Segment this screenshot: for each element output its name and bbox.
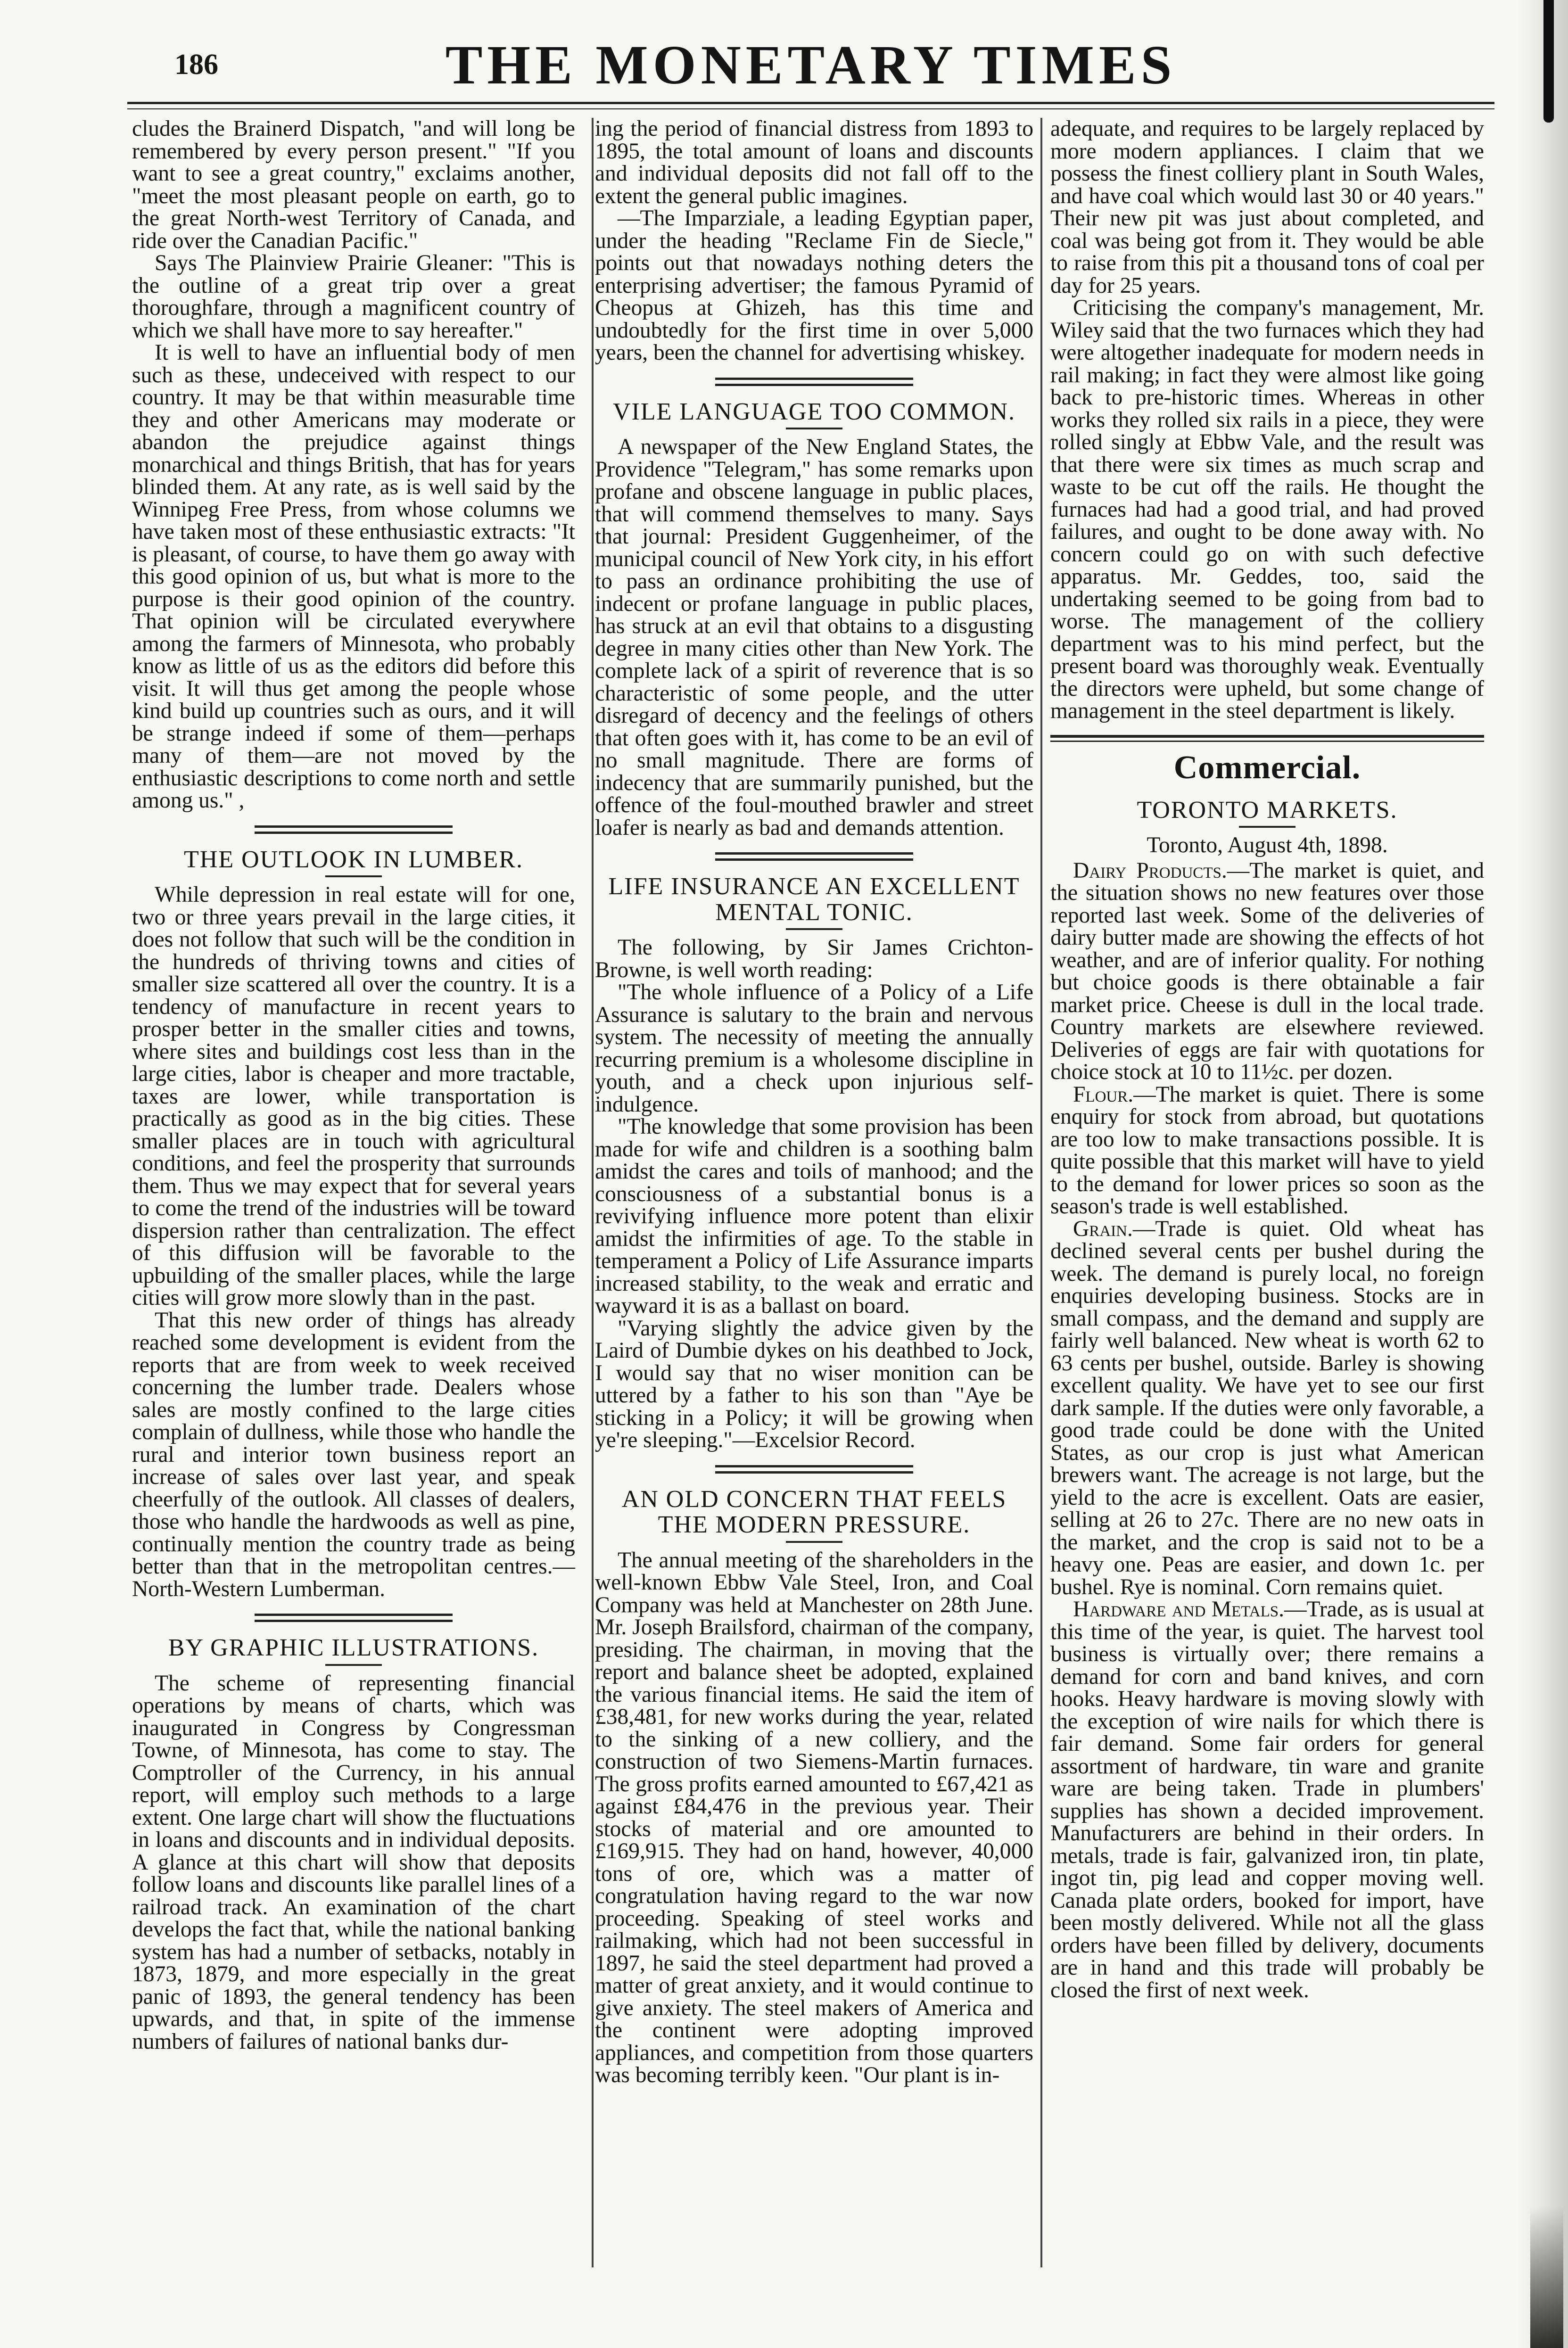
heading-rule — [786, 428, 842, 429]
section-divider — [715, 378, 913, 386]
article-heading: VILE LANGUAGE TOO COMMON. — [612, 398, 1016, 425]
section-heading-commercial: Commercial. — [1173, 749, 1361, 786]
header-rule — [127, 102, 1494, 104]
paragraph: "Varying slightly the advice given by the Laird of Dumbie dykes on his deathbed to Jock, I would say that no wiser monition can be uttered by a father to his son than "Aye be sticking in a Policy; it will be growing when ye're sleeping."—Excelsior Record. — [595, 1316, 1033, 1453]
page-header — [127, 28, 1494, 104]
heading-rule — [786, 928, 842, 930]
header-rule-thin — [127, 108, 1494, 109]
paragraph: Criticising the company's management, Mr. Wiley said that the two furnaces which they had were altogether inadequate for modern needs in rail making; in fact they were almost like going back to pre-historic times. Whereas in other works they rolled six rails in a piece, they were rolled singly at Ebbw Vale, and the result was that there were six times as much scrap and waste to be cut off the rails. He thought the furnaces had had a good trial, and had proved failures, and ought to be done away with. No concern could go on with such defective apparatus. Mr. Geddes, too, said the undertaking seemed to be going from bad to worse. The management of the colliery department was to his mind perfect, but the present board was thoroughly weak. Eventually the directors were upheld, but some change of management in the steel department is likely. — [1050, 296, 1484, 723]
article-heading: BY GRAPHIC ILLUSTRATIONS. — [168, 1634, 539, 1662]
market-label: Flour. — [1073, 1082, 1134, 1107]
column-2 — [595, 118, 1033, 2087]
section-divider — [255, 1614, 453, 1622]
paragraph: A newspaper of the New England States, the Providence "Telegram," has some remarks upon profane and obscene language in public places, that will commend themselves to many. Says that journal: President Guggenheimer, of the municipal council of New York city, in his effort to pass an ordinance prohibiting the use of indecent or profane language in public places, has struck at an evil that obtains to a disgusting degree in many cities other than New York. The complete lack of a spirit of reverence that is so characteristic of some people, and the utter disregard of decency and the feelings of others that often goes with it, has come to be an evil of no small magnitude. There are forms of indecency that are summarily punished, but the offence of the foul-mouthed brawler and street loafer is nearly as bad and demands attention. — [595, 435, 1033, 840]
market-text: —The market is quiet. There is some enquiry for stock from abroad, but quotations are too low to make transactions possible. It is quite possible that this market will have to yield to the demand for lower prices so soon as the season's trade is well established. — [1050, 1082, 1484, 1219]
paragraph: ing the period of financial distress from 1893 to 1895, the total amount of loans and discounts and individual deposits did not fall off to the extent the general public imagines. — [595, 116, 1033, 208]
dateline: Toronto, August 4th, 1898. — [1147, 833, 1388, 858]
market-label: Dairy Products. — [1073, 858, 1227, 883]
market-paragraph-grain — [1050, 1218, 1484, 1599]
market-label: Grain. — [1073, 1216, 1133, 1241]
paragraph: The scheme of representing financial operations by means of charts, which was inaugurated in Congress by Congressman Towne, of Minnesota, has come to stay. The Comptroller of the Currency, in his annual report, will employ such methods to a large extent. One large chart will show the fluctuations in loans and discounts and in individual deposits. A glance at this chart will show that deposits follow loans and discounts like parallel lines of a railroad track. An examination of the chart develops the fact that, while the national banking system has had a number of setbacks, notably in 1873, 1879, and more especially in the great panic of 1893, the general tendency has been upwards, and that, in spite of the immense numbers of failures of national banks dur- — [132, 1671, 575, 2054]
paragraph: It is well to have an influential body of men such as these, undeceived with respect to our country. It may be that within measurable time they and other Americans may moderate or abandon the prejudice against things monarchical and things British, that has for years blinded them. At any rate, as is well said by the Winnipeg Free Press, from whose columns we have taken most of these enthusiastic extracts: "It is pleasant, of course, to have them go away with this good opinion of us, but what is more to the purpose is their good opinion of the country. That opinion will be circulated everywhere among the farmers of Minnesota, who probably know as little of us as the editors did before this visit. It will thus get among the people whose kind build up countries such as ours, and it will be strange indeed if some of them—perhaps many of them—are not moved by the enthusiastic descriptions to come north and settle among us." , — [132, 340, 575, 813]
column-divider — [1040, 118, 1042, 2267]
column-1 — [132, 118, 575, 2053]
page-edge-shadow — [1516, 0, 1568, 2348]
paragraph: "The whole influence of a Policy of a Life Assurance is salutary to the brain and nervous system. The necessity of meeting the annually recurring premium is a wholesome discipline in youth, and a check upon injurious self-indulgence. — [595, 980, 1033, 1117]
paragraph: While depression in real estate will for one, two or three years prevail in the large cities, it does not follow that such will be the condition in the hundreds of thriving towns and cities of smaller size scattered all over the country. It is a tendency of manufacture in recent years to prosper better in the smaller cities and towns, where sites and buildings cost less than in the large cities, labor is cheaper and more tractable, taxes are lower, while transportation is practically as good as in the big cities. These smaller places are in touch with agricultural conditions, and feel the prosperity that surrounds them. Thus we may expect that for several years to come the trend of the industries will be toward dispersion rather than centralization. The effect of this diffusion will be favorable to the upbuilding of the smaller places, while the large cities will grow more slowly than in the past. — [132, 882, 575, 1310]
section-divider — [715, 852, 913, 861]
article-heading: LIFE INSURANCE AN EXCELLENT MENTAL TONIC. — [608, 873, 1020, 926]
heading-rule — [325, 875, 382, 877]
section-divider — [715, 1465, 913, 1474]
heading-rule — [1239, 826, 1296, 828]
market-text: —The market is quiet, and the situation shows no new features over those reported last week. Some of the deliveries of dairy butter made are showing the effects of hot weather, and are of inferior quality. For nothing but choice goods is there obtainable a fair market price. Cheese is dull in the local trade. Country markets are elsewhere reviewed. Deliveries of eggs are fair with quotations for choice stock at 10 to 11½c. per dozen. — [1050, 858, 1484, 1085]
article-heading: THE OUTLOOK IN LUMBER. — [184, 846, 523, 873]
paragraph: cludes the Brainerd Dispatch, "and will long be remembered by every person present." "If you want to see a great country," exclaims another, "meet the most pleasant people on earth, go to the great North-west Territory of Canada, and ride over the Canadian Pacific." — [132, 116, 575, 253]
heading-rule — [786, 1541, 842, 1543]
paragraph: adequate, and requires to be largely replaced by more modern appliances. I claim that we possess the finest colliery plant in South Wales, and have coal which would last 30 or 40 years." Their new pit was just about completed, and coal was being got from it. They would be able to raise from this pit a thousand tons of coal per day for 25 years. — [1050, 116, 1484, 298]
paragraph: That this new order of things has already reached some development is evident from the reports that are from week to week received concerning the lumber trade. Dealers whose sales are mostly confined to the large cities complain of dullness, while those who handle the rural and interior town business report an increase of sales over last year, and speak cheerfully of the outlook. All classes of dealers, those who handle the hardwoods as well as pine, continually mention the country trade as being better than that in the metropolitan centres.—North-Western Lumberman. — [132, 1308, 575, 1601]
market-paragraph-dairy — [1050, 860, 1484, 1084]
article-heading: TORONTO MARKETS. — [1137, 796, 1398, 824]
paragraph: "The knowledge that some provision has been made for wife and children is a soothing balm amidst the cares and toils of manhood; and the consciousness of a substantial bonus is a revivifying influence more potent than elixir amidst the infirmities of age. To the stable in temperament a Policy of Life Assurance imparts increased stability, to the weak and erratic and wayward it is as a ballast on board. — [595, 1114, 1033, 1318]
market-paragraph-flour — [1050, 1084, 1484, 1218]
paragraph: The following, by Sir James Crichton-Browne, is well worth reading: — [595, 935, 1033, 982]
column-3 — [1050, 118, 1484, 2002]
binding-shadow — [1530, 2207, 1563, 2348]
market-paragraph-hardware — [1050, 1598, 1484, 2002]
market-text: —Trade is quiet. Old wheat has declined several cents per bushel during the week. The demand is purely local, no foreign enquiries developing business. Stocks are in small compass, and the demand and supply are fairly well balanced. New wheat is worth 62 to 63 cents per bushel, outside. Barley is showing excellent quality. We have yet to see our first dark sample. If the duties were only favorable, a good trade could be done with the United States, as our crop is just what American brewers want. The acreage is not large, but the yield to the acre is excellent. Oats are easier, selling at 26 to 27c. There are no new oats in the market, and the crop is said not to be a heavy one. Peas are easier, and down 1c. per bushel. Rye is nominal. Corn remains quiet. — [1050, 1216, 1484, 1599]
market-label: Hardware and Metals. — [1073, 1597, 1284, 1622]
section-divider — [1050, 735, 1484, 742]
paragraph: —The Imparziale, a leading Egyptian paper, under the heading "Reclame Fin de Siecle," points out that nowadays nothing deters the enterprising advertiser; the famous Pyramid of Cheopus at Ghizeh, has this time and undoubtedly for the first time in over 5,000 years, been the channel for advertising whiskey. — [595, 206, 1033, 365]
paragraph: Says The Plainview Prairie Gleaner: "This is the outline of a great trip over a great thoroughfare, through a magnificent country of which we shall have more to say hereafter." — [132, 251, 575, 343]
heading-rule — [325, 1664, 382, 1666]
market-text: —Trade, as is usual at this time of the year, is quiet. The harvest tool business is virtually over; there remains a demand for corn and band knives, and corn hooks. Heavy hardware is moving slowly with the exception of wire nails for which there is fair demand. Some fair orders for general assortment of hardware, tin ware and granite ware are being taken. Trade in plumbers' supplies has shown a decided improvement. Manufacturers are behind in their orders. In metals, trade is fair, galvanized iron, tin plate, ingot tin, pig lead and copper moving well. Canada plate orders, booked for import, have been mostly delivered. While not all the glass orders have been filled by delivery, documents are in hand and this trade will probably be closed the first of next week. — [1050, 1597, 1485, 2002]
binding-mark — [1543, 0, 1554, 123]
section-divider — [255, 825, 453, 834]
page-number: 186 — [174, 49, 218, 81]
masthead: THE MONETARY TIMES — [445, 34, 1177, 96]
column-divider — [592, 118, 594, 2267]
article-heading: AN OLD CONCERN THAT FEELS THE MODERN PRESSURE. — [621, 1485, 1007, 1539]
paragraph: The annual meeting of the shareholders in the well-known Ebbw Vale Steel, Iron, and Coal Company was held at Manchester on 28th June. Mr. Joseph Brailsford, chairman of the company, presiding. The chairman, in moving that the report and balance sheet be adopted, explained the various financial items. He said the item of £38,481, for new works during the year, related to the sinking of a new colliery, and the construction of two Siemens-Martin furnaces. The gross profits earned amounted to £67,421 as against £84,476 in the previous year. Their stocks of material and ore amounted to £169,915. They had on hand, however, 40,000 tons of ore, which was a matter of congratulation having regard to the war now proceeding. Speaking of steel works and railmaking, which had not been successful in 1897, he said the steel department had proved a matter of great anxiety, and it would continue to give anxiety. The steel makers of America and the continent were adopting improved appliances, and competition from those quarters was becoming terribly keen. "Our plant is in- — [595, 1548, 1033, 2088]
